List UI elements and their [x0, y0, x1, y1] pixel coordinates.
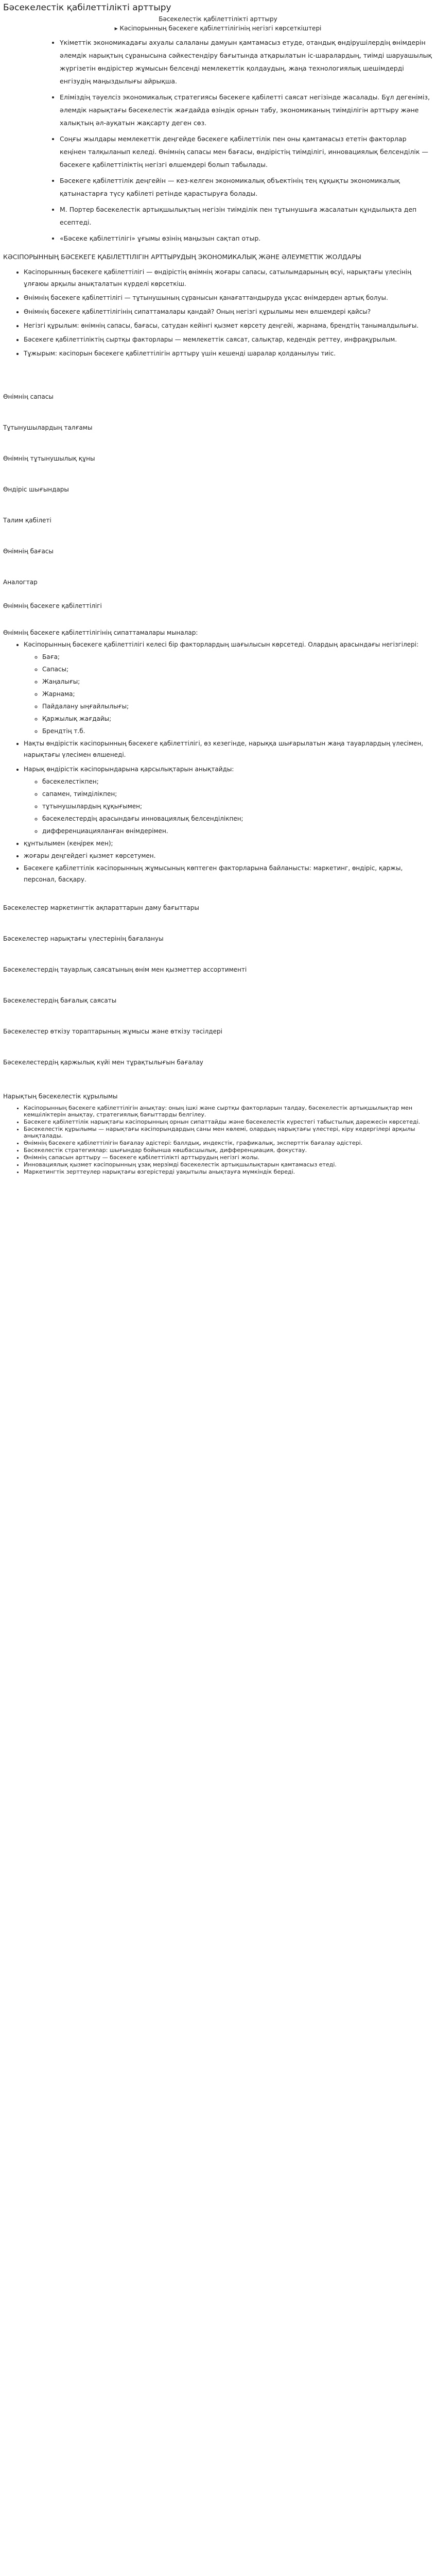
- list-item: ◦ Жаңалығы;: [42, 676, 433, 687]
- list-item: ◦ тұтынушылардың құқығымен;: [42, 801, 433, 812]
- list-item: • Бәсекелестік стратегиялар: шығындар бойынша көшбасшылық, дифференциация, фокустау.: [24, 1147, 433, 1154]
- diagram-label: Бәсекелестер маркетингтік ақпараттарын даму бағыттары: [3, 904, 199, 911]
- list-item: • Нақты өндірістік кәсіпорынның бәсекеге қабілеттілігі, өз кезегінде, нарыққа шығарылатын жаңа тауарлардың үлесімен, нарықтағы үлесімен өлшенеді.: [24, 738, 433, 760]
- list-item: • Соңғы жылдары мемлекеттік деңгейде бәсекеге қабілеттілік пен оны қамтамасыз ететін факторлар кеңінен талқыланып келеді. Өнімнің сапасы мен бағасы, өндірістің тиімділігі, инновациялық белсенділік — бәсекеге қабілеттіліктің негізгі өлшемдері болып табылады.: [60, 132, 433, 171]
- list-item: • Кәсіпорынның бәсекеге қабілеттілігі — өндірістің өнімнің жоғары сапасы, сатылымдарының өсуі, нарықтағы үлесінің ұлғаюы арқылы анықталатын күрделі көрсеткіш.: [24, 266, 433, 290]
- list-item: • Бәсекеге қабілеттілік деңгейін — кез-келген экономикалық объектінің тең құқықты экономикалық қатынастарға түсу қабілеті ретінде қарастыруға болады.: [60, 174, 433, 200]
- block-lead: Өнімнің бәсекеге қабілеттілігінің сипаттамалары мыналар:: [3, 629, 198, 636]
- final-list: [3, 1105, 433, 1175]
- list-item: ◦ Брендтің т.б.: [42, 725, 433, 737]
- section-list: [3, 266, 433, 360]
- intro-list: [3, 36, 433, 245]
- list-item-text: Кәсіпорынның бәсекеге қабілеттілігі келесі бір факторлардың шағылысын көрсетеді. Олардың арасындағы негізгілері:: [24, 641, 419, 648]
- toc-item: ▸ Кәсіпорынның бәсекеге қабілеттілігінің негізгі көрсеткіштері: [3, 24, 433, 33]
- diagram-label: Талим қабілеті: [3, 517, 51, 524]
- list-item: • Кәсіпорынның бәсекеге қабілеттілігін анықтау: оның ішкі және сыртқы факторларын талдау, бәсекелестік артықшылықтар мен кемшіліктерін анықтау, стратегиялық бағыттарды белгілеу.: [24, 1105, 433, 1118]
- page-title: Бәсекелестік қабілеттілікті арттыру: [3, 3, 171, 13]
- list-item: • Негізгі құрылым: өнімнің сапасы, бағасы, сатудан кейінгі қызмет көрсету деңгейі, жарнама, брендтің танымалдылығы.: [24, 320, 433, 332]
- list-item: [24, 764, 433, 837]
- diagram-label: Бәсекелестердің қаржылық күйі мен тұрақтылығын бағалау: [3, 1059, 203, 1066]
- list-item: ◦ сапамен, тиімділікпен;: [42, 788, 433, 800]
- diagram-label: Бәсекелестер нарықтағы үлестерінің бағалануы: [3, 935, 164, 942]
- market-list: [3, 764, 433, 885]
- list-item: • «Бәсеке қабілеттілігі» ұғымы өзінің маңызын сақтап отыр.: [60, 232, 433, 245]
- list-item: ◦ Пайдалану ыңғайлылығы;: [42, 701, 433, 712]
- diagram-label: Өнімнің бағасы: [3, 548, 54, 555]
- list-item: • Еліміздің тәуелсіз экономикалық стратегиясы бәсекеге қабілетті саясат негізінде жасалады. Бұл дегеніміз, әлемдік нарықтағы бәсекелестік жағдайда өзіндік орнын табу, экономиканың тиімділігін арттыру және халықтың әл-ауқатын жақсарту деген сөз.: [60, 91, 433, 129]
- list-item: • құнтылымен (кеңірек мен);: [24, 838, 433, 849]
- list-item: • Бәсекеге қабілеттіліктің сыртқы факторлары — мемлекеттік саясат, салықтар, кедендік реттеу, инфрақұрылым.: [24, 334, 433, 346]
- list-item: ◦ дифференциацияланған өнімдерімен.: [42, 825, 433, 837]
- list-item: • Өнімнің бәсекеге қабілеттілігін бағалау әдістері: баллдық, индекстік, графикалық, эксперттік бағалау әдістері.: [24, 1140, 433, 1146]
- section-heading: Нарықтың бәсекелестік құрылымы: [3, 1093, 118, 1100]
- list-item: ◦ Сапасы;: [42, 664, 433, 675]
- diagram-label: Тұтынушылардың талғамы: [3, 424, 93, 431]
- list-item: • Тұжырым: кәсіпорын бәсекеге қабілеттілігін арттыру үшін кешенді шаралар қолданылуы тиіс.: [24, 348, 433, 360]
- market-sublist: [24, 776, 433, 837]
- diagram-label: Бәсекелестердің бағалық саясаты: [3, 997, 117, 1004]
- document: [0, 0, 436, 1175]
- list-item: ◦ бәсекелестердің арасындағы инновациялық белсенділікпен;: [42, 813, 433, 824]
- diagram-label: Аналогтар: [3, 579, 38, 586]
- diagram-label: Өнімнің бәсекеге қабілеттілігі: [3, 602, 102, 609]
- list-item-text: Нарық өндірістік кәсіпорындарына қарсылықтарын анықтайды:: [24, 766, 234, 773]
- section-heading: КӘСІПОРЫННЫҢ БӘСЕКЕГЕ ҚАБІЛЕТТІЛІГІН АРТТЫРУДЫҢ ЭКОНОМИКАЛЫҚ ЖӘНЕ ӘЛЕУМЕТТІК ЖОЛДАРЫ: [3, 253, 361, 261]
- list-item: • Өнімнің сапасын арттыру — бәсекеге қабілеттілікті арттырудың негізгі жолы.: [24, 1154, 433, 1161]
- diagram-label: Өнімнің тұтынушылық құны: [3, 455, 95, 462]
- diagram-label: Өнімнің сапасы: [3, 393, 54, 400]
- list-item: [24, 639, 433, 737]
- list-item: • Бәсекелестік құрылымы — нарықтағы кәсіпорындардың саны мен көлемі, олардың нарықтағы үлестері, кіру кедергілері арқылы анықталады.: [24, 1126, 433, 1139]
- list-item: • жоғары деңгейдегі қызмет көрсетумен.: [24, 850, 433, 861]
- list-item: ◦ бәсекелестікпен;: [42, 776, 433, 787]
- document-subtitle: Бәсекелестік қабілеттілікті арттыру: [159, 15, 277, 23]
- list-item: ◦ Жарнама;: [42, 688, 433, 700]
- list-item: • Бәсекеге қабілеттілік нарықтағы кәсіпорынның орнын сипаттайды және бәсекелестік күрестегі табыстылық дәрежесін көрсетеді.: [24, 1118, 433, 1125]
- list-item: • Өнімнің бәсекеге қабілеттілігі — тұтынушының сұранысын қанағаттандыруда ұқсас өнімдерден артық болуы.: [24, 292, 433, 304]
- list-item: • Үкіметтік экономикадағы ахуалы салаланы дамуын қамтамасыз етуде, отандық өндірушілердің өнімдерін әлемдік нарықтың сұранысына сәйкестендіру бағытында атқарылатын іс-шаралардың, тиімді шаруашылық жүргізетін өндірістер жұмысын белсенді мемлекеттік қолдаудың, жаңа технологиялық шешімдерді енгізудің маңыздылығы айрықша.: [60, 36, 433, 88]
- list-item: • М. Портер бәсекелестік артықшылықтың негізін тиімділік пен тұтынушыға жасалатын құндылықта деп есептеді.: [60, 203, 433, 229]
- diagram-label: Өндіріс шығындары: [3, 486, 69, 493]
- diagram-label: Бәсекелестер өткізу тораптарының жұмысы және өткізу тәсілдері: [3, 1028, 222, 1035]
- list-item: ◦ Баға;: [42, 651, 433, 663]
- factors-list: [3, 639, 433, 760]
- list-item: • Маркетингтік зерттеулер нарықтағы өзгерістерді уақытылы анықтауға мүмкіндік береді.: [24, 1168, 433, 1175]
- list-item: • Бәсекеге қабілеттілік кәсіпорынның жұмысының көптеген факторларына байланысты: маркетинг, өндіріс, қаржы, персонал, басқару.: [24, 862, 433, 885]
- factor-sublist: [24, 651, 433, 737]
- list-item: ◦ Қаржылық жағдайы;: [42, 713, 433, 724]
- list-item: • Инновациялық қызмет кәсіпорынның ұзақ мерзімді бәсекелестік артықшылықтарын қамтамасыз етеді.: [24, 1161, 433, 1168]
- list-item: • Өнімнің бәсекеге қабілеттілігінің сипаттамалары қандай? Оның негізгі құрылымы мен өлшемдері қайсы?: [24, 306, 433, 318]
- diagram-label: Бәсекелестердің тауарлық саясатының өнім мен қызметтер ассортименті: [3, 966, 247, 973]
